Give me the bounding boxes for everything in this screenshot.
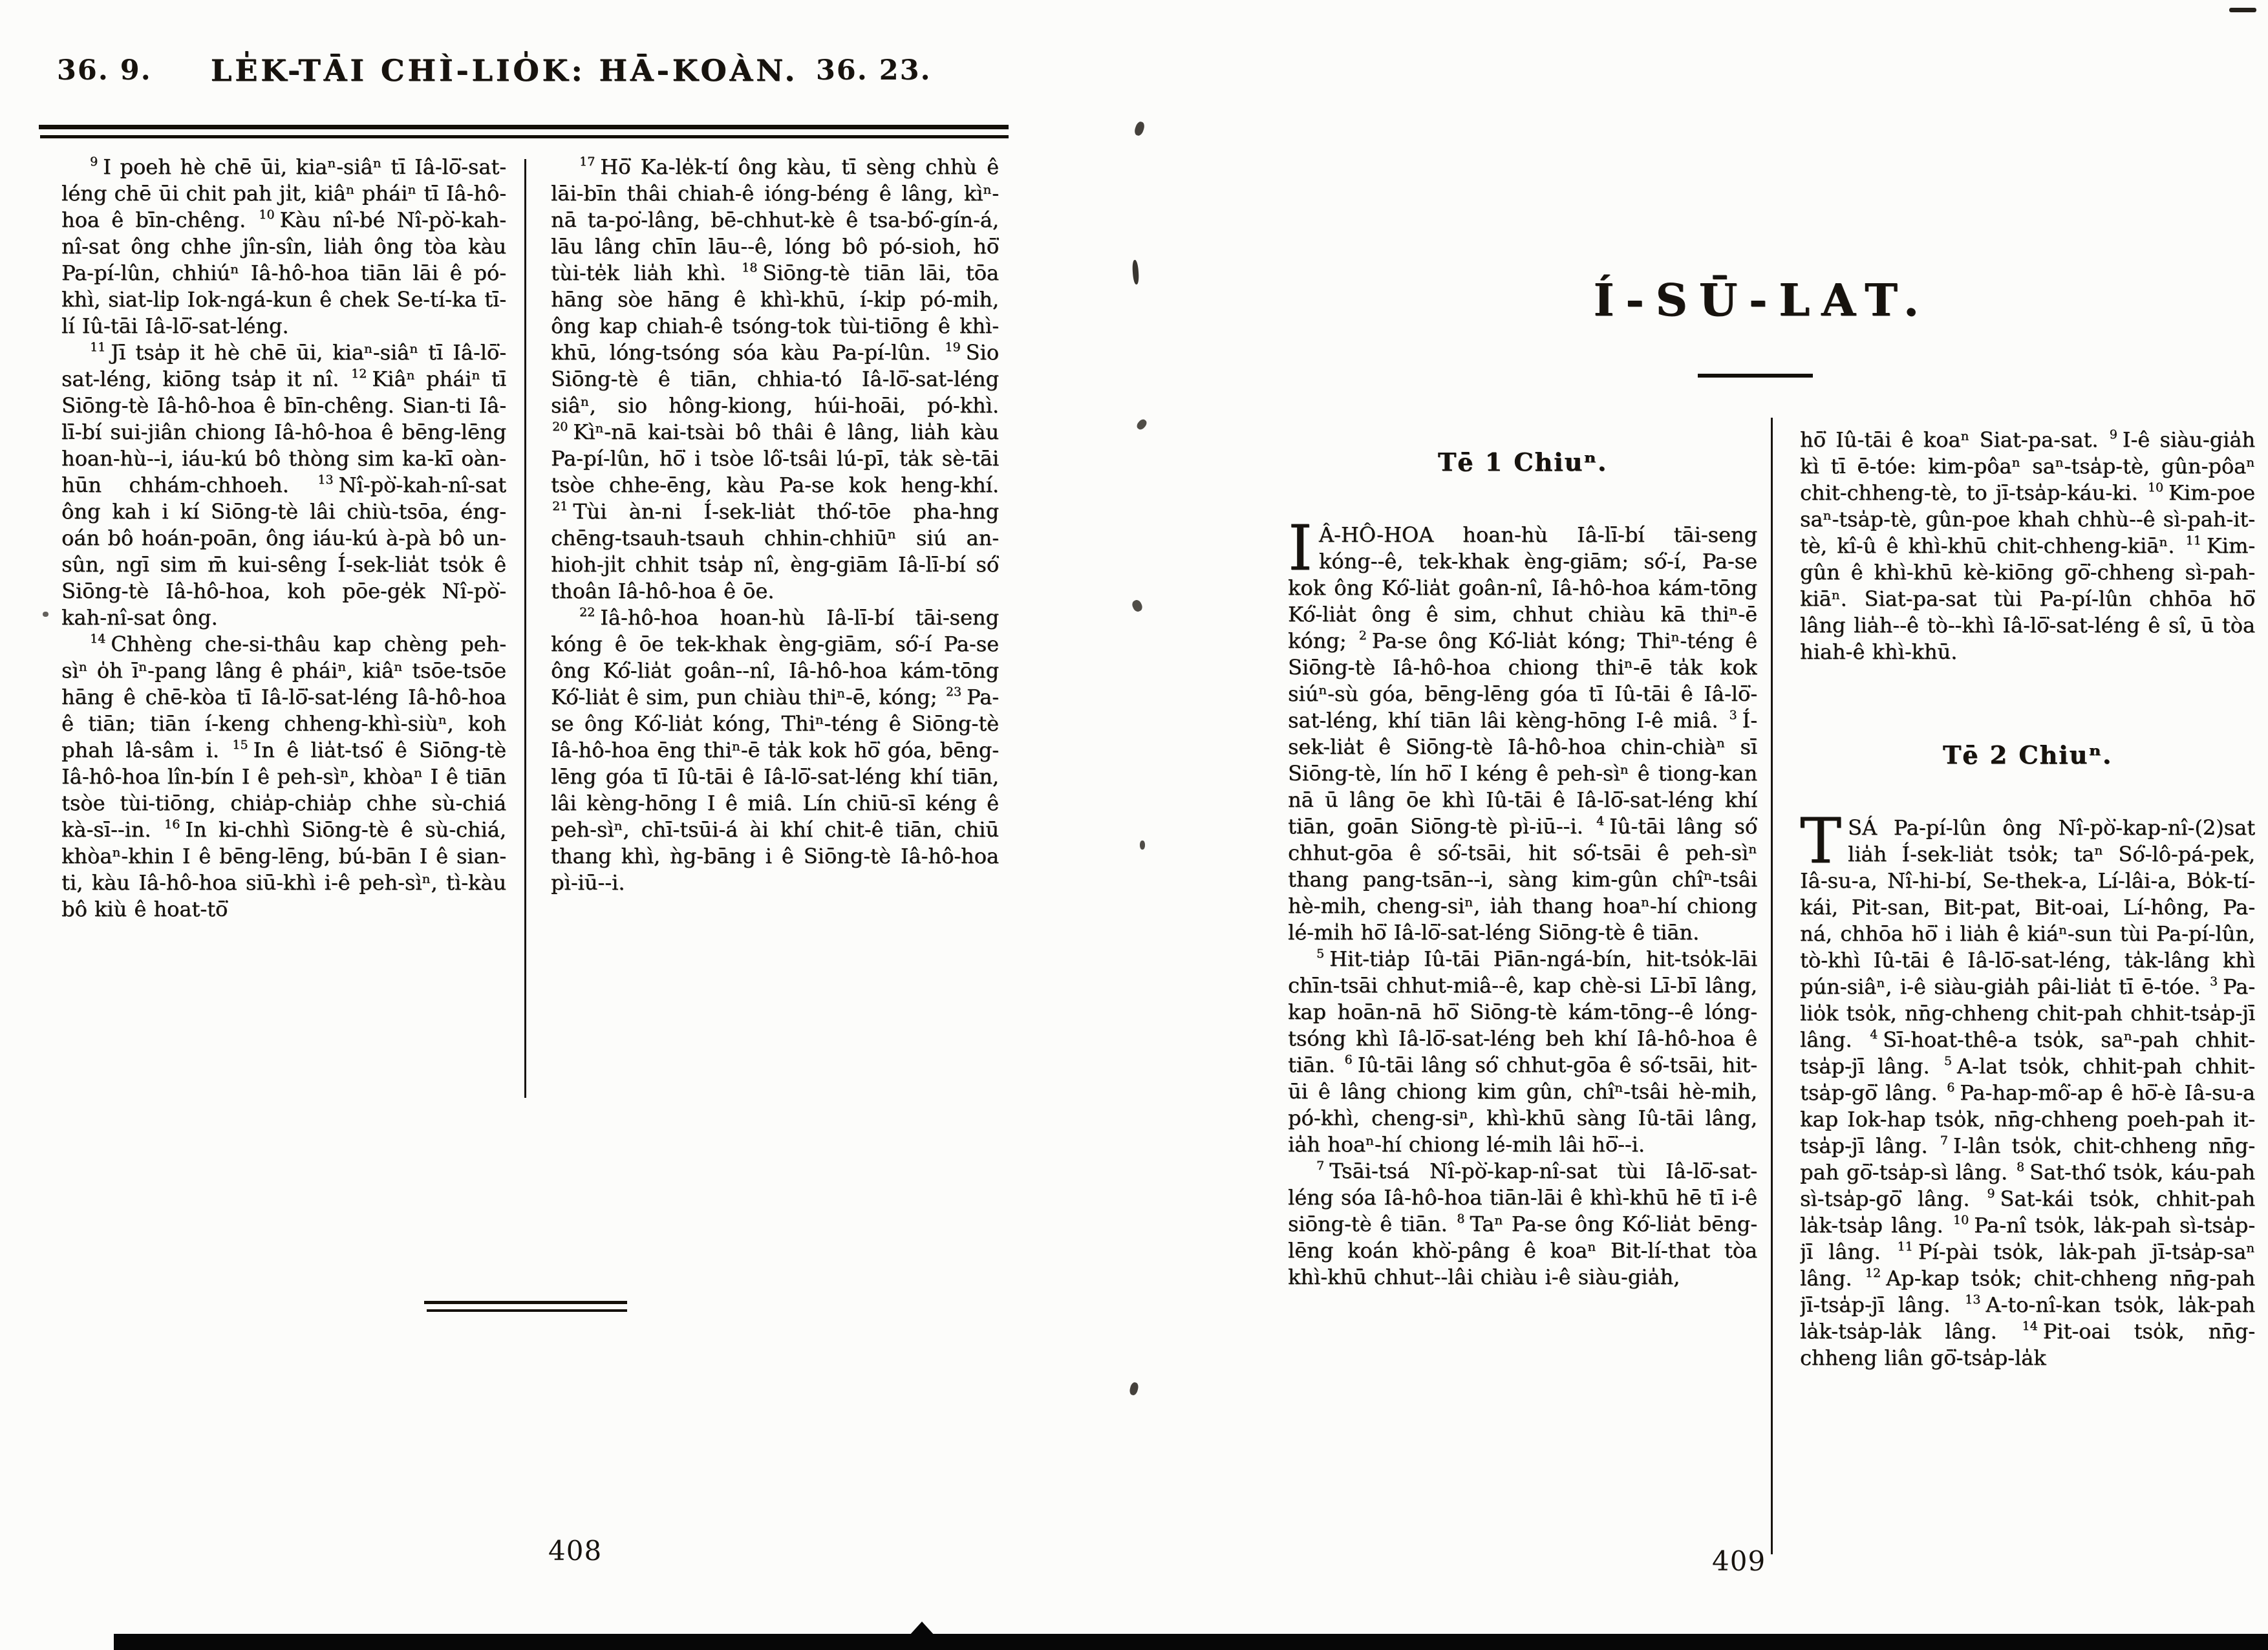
verse-number: 17 [579, 155, 595, 169]
ink-speck [1129, 1382, 1139, 1396]
ink-speck [1140, 841, 1145, 850]
verse-number: 4 [1870, 1027, 1878, 1042]
header-rule [40, 135, 1009, 138]
book-title: Í-SŪ-LAT. [1593, 275, 1931, 327]
column-divider [524, 159, 526, 1098]
verse-number: 11 [1897, 1239, 1913, 1254]
chapter-verse-ref-right: 36. 23. [816, 54, 932, 87]
verse-number: 4 [1596, 814, 1605, 829]
verse-number: 7 [1316, 1159, 1325, 1173]
scan-edge-band [114, 1634, 2268, 1650]
verse-number: 10 [259, 208, 275, 222]
verse-paragraph: hō͘ Iû-tāi ê koaⁿ Siat-pa-sat. $^9$ I-ê siàu-gia̍h kì tī ē-tóe: kim-pôaⁿ saⁿ-tsa̍p-tè, gûn-pôaⁿ chit-chheng-tè, to jī-tsa̍p-káu-ki. $^{10}$ Kim-poe saⁿ-tsa̍p-tè, gûn-poe khah chhù--ê sì-pah-it-tè, kî-û ê khì-khū chit-chheng-kiāⁿ. $^{11}$ Kim-gûn ê khì-khū kè-kiōng gō͘-chheng sì-pah-kiāⁿ. Siat-pa-sat tùi Pa-pí-lûn chhōa hō͘ lâng lia̍h--ê tò--khì Iâ-lō͘-sat-léng ê sî, ū tòa hiah-ê khì-khū. [1800, 427, 2255, 664]
running-title: LE̍K-TĀI CHÌ-LIO̍K: HĀ-KOÀN. [210, 53, 798, 88]
verse-paragraph: $^{14}$ Chhèng che-si-thâu kap chèng peh-sìⁿ o̍h īⁿ-pang lâng ê pháiⁿ, kiâⁿ tsōe-tsōe hāng ê chē-kòa tī Iâ-lō͘-sat-léng Iâ-hô-hoa ê tiān; tiān í-keng chheng-khì-siùⁿ, koh phah lâ-sâm i. $^{15}$ In ê lia̍t-tsó͘ ê Siōng-tè Iâ-hô-hoa lîn-bín I ê peh-sìⁿ, khòaⁿ I ê tiān tsòe tùi-tiōng, chia̍p-chia̍p chhe sù-chiá kà-sī--in. $^{16}$ In ki-chhì Siōng-tè ê sù-chiá, khòaⁿ-khin I ê bēng-lēng, bú-bān I ê sian-ti, kàu Iâ-hô-hoa siū-khì i-ê peh-sìⁿ, tì-kàu bô kiù ê hoat-tō͘ [61, 632, 506, 921]
verse-number: 8 [2016, 1160, 2024, 1175]
verse-number: 2 [1358, 628, 1367, 643]
verse-paragraph: $^7$ Tsāi-tsá Nî-pò͘-kap-nî-sat tùi Iâ-lō͘-sat-léng sóa Iâ-hô-hoa tiān-lāi ê khì-khū hē tī i-ê siōng-tè ê tiān. $^8$ Taⁿ Pa-se ông Kó͘-lia̍t bēng-lēng koán khò͘-pâng ê koaⁿ Bit-lí-that tòa khì-khū chhut--lâi chiàu i-ê siàu-gia̍h, [1288, 1159, 1757, 1289]
chapter-verse-ref-left: 36. 9. [57, 54, 152, 87]
ink-speck [1132, 260, 1140, 285]
page-number-left: 408 [548, 1535, 603, 1567]
verse-number: 8 [1457, 1212, 1465, 1227]
left-page-column-1 [61, 154, 506, 1049]
verse-number: 6 [1344, 1053, 1353, 1067]
scan-edge-bump [909, 1622, 935, 1636]
verse-number: 16 [164, 817, 180, 832]
verse-number: 14 [2022, 1319, 2038, 1334]
verse-number: 21 [552, 499, 568, 514]
ink-speck [1131, 599, 1144, 613]
verse-number: 9 [90, 155, 98, 169]
verse-number: 10 [2147, 480, 2164, 495]
verse-number: 23 [945, 685, 962, 700]
ink-speck [2229, 8, 2256, 12]
verse-number: 9 [2109, 427, 2117, 442]
right-page-column-1 [1288, 446, 1757, 1559]
title-rule [1698, 374, 1813, 378]
verse-paragraph: $^{17}$ Hō͘ Ka-le̍k-tí ông kàu, tī sèng chhù ê lāi-bīn thâi chiah-ê ióng-béng ê lâng, kìⁿ-nā ta-po͘-lâng, bē-chhut-kè ê tsa-bó͘-gín-á, lāu lâng chīn lāu--ê, lóng bô pó-sioh, hō͘ tùi-te̍k lia̍h khì. $^{18}$ Siōng-tè tiān lāi, tōa hāng sòe hāng ê khì-khū, í-ki̍p pó-mi̍h, ông kap chiah-ê tsóng-tok tùi-tiōng ê khì-khū, lóng-tsóng sóa kàu Pa-pí-lûn. $^{19}$ Sio Siōng-tè ê tiān, chhia-tó Iâ-lō͘-sat-léng siâⁿ, sio hông-kiong, húi-hoāi, pó-khì. $^{20}$ Kìⁿ-nā kai-tsài bô thâi ê lâng, lia̍h kàu Pa-pí-lûn, hō͘ i tsòe lô͘-tsâi lú-pī, ta̍k sè-tāi tsòe chhe-ēng, kàu Pa-se kok heng-khí. $^{21}$ Tùi àn-ni Í-sek-lia̍t thó͘-tōe pha-hng chēng-tsauh-tsauh chhin-chhiūⁿ siú an-hioh-ji̍t chhit tsa̍p nî, èng-giām Iâ-lī-bí só͘ thoân Iâ-hô-hoa ê ōe. [551, 155, 999, 603]
ink-speck [43, 612, 48, 617]
verse-number: 13 [317, 473, 334, 488]
verse-number: 22 [579, 605, 595, 620]
verse-number: 12 [351, 367, 367, 381]
ink-speck [1133, 121, 1146, 137]
verse-number: 14 [90, 632, 106, 647]
dropcap-letter: T [1800, 805, 1842, 877]
verse-number: 19 [945, 340, 961, 355]
header-rule [39, 125, 1009, 129]
verse-number: 3 [2209, 974, 2218, 989]
dropcap-letter: I [1288, 512, 1312, 584]
verse-number: 6 [1947, 1080, 1955, 1095]
verse-paragraph: $^5$ Hit-tia̍p Iû-tāi Piān-ngá-bín, hit-tso̍k-lāi chīn-tsāi chhut-miâ--ê, kap chè-si Lī-bī lâng, kap hoān-nā hō͘ Siōng-tè kám-tōng--ê lóng-tsóng khì Iâ-lō͘-sat-léng beh khí Iâ-hô-hoa ê tiān. $^6$ Iû-tāi lâng só͘ chhut-gōa ê só͘-tsāi, hit-ūi ê lâng chiong kim gûn, chîⁿ-tsâi hè-mi̍h, pó-khì, cheng-siⁿ, khì-khū sàng Iû-tāi lâng, ia̍h hoaⁿ-hí chiong lé-mi̍h lâi hō͘--i. [1288, 947, 1757, 1157]
verse-paragraph: I Â-HÔ-HOA hoan-hù Iâ-lī-bí tāi-seng kóng--ê, tek-khak èng-giām; só͘-í, Pa-se kok ông Kó͘-lia̍t goân-nî, Iâ-hô-hoa kám-tōng Kó͘-lia̍t ông ê sim, chhut chiàu kā thiⁿ-ē kóng; $^2$ Pa-se ông Kó͘-lia̍t kóng; Thiⁿ-téng ê Siōng-tè Iâ-hô-hoa chiong thiⁿ-ē ta̍k kok siúⁿ-sù góa, bēng-lēng góa tī Iû-tāi ê Iâ-lō͘-sat-léng, khí tiān lâi kèng-hōng I-ê miâ. $^3$ Í-sek-lia̍t ê Siōng-tè Iâ-hô-hoa chin-chiàⁿ sī Siōng-tè, lín hō͘ I kéng ê peh-sìⁿ ê tiong-kan nā ū lâng ōe khì Iû-tāi ê Iâ-lō͘-sat-léng khí tiān, goān Siōng-tè pì-iū--i. $^4$ Iû-tāi lâng só͘ chhut-gōa ê só͘-tsāi, hit só͘-tsāi ê peh-sìⁿ thang pang-tsān--i, sàng kim-gûn chîⁿ-tsâi hè-mi̍h, cheng-siⁿ, ia̍h thang hoaⁿ-hí chiong lé-mi̍h hō͘ Iâ-lō͘-sat-léng Siōng-tè ê tiān. [1288, 512, 1757, 945]
verse-number: 9 [1987, 1186, 1995, 1201]
verse-paragraph: $^{22}$ Iâ-hô-hoa hoan-hù Iâ-lī-bí tāi-seng kóng ê ōe tek-khak èng-giām, só͘-í Pa-se ông Kó͘-lia̍t goân--nî, Iâ-hô-hoa kám-tōng Kó͘-lia̍t ê sim, pun chiàu thiⁿ-ē, kóng; $^{23}$ Pa-se ông Kó͘-lia̍t kóng, Thiⁿ-téng ê Siōng-tè Iâ-hô-hoa ēng thiⁿ-ē ta̍k kok hō͘ góa, bēng-lēng góa tī Iû-tāi ê Iâ-lō͘-sat-léng khí tiān, lâi kèng-hōng I ê miâ. Lín chiū-sī kéng ê peh-sìⁿ, chī-tsūi-á ài khí chit-ê tiān, chiū thang khì, ǹg-bāng i ê Siōng-tè Iâ-hô-hoa pì-iū--i. [551, 605, 999, 895]
verse-number: 5 [1943, 1054, 1952, 1069]
end-of-book-rule [427, 1309, 627, 1312]
left-page-column-2 [551, 154, 999, 1049]
verse-number: 11 [90, 340, 106, 355]
verse-number: 15 [232, 738, 248, 753]
verse-paragraph: $^{11}$ Jī tsa̍p it hè chē ūi, kiaⁿ-siâⁿ tī Iâ-lō͘-sat-léng, kiōng tsa̍p it nî. $^{12}$ Kiâⁿ pháiⁿ tī Siōng-tè Iâ-hô-hoa ê bīn-chêng. Sian-ti Iâ-lī-bí sui-jiân chiong Iâ-hô-hoa ê bēng-lēng hoan-hù--i, iáu-kú bô thòng sim ka-kī oàn-hūn chhám-chhoeh. $^{13}$ Nî-pò͘-kah-nî-sat ông kah i kí Siōng-tè lâi chiù-tsōa, éng-oán bô hoán-poān, ông iáu-kú à-pà bô un-sûn, ngī sim m̄ kui-sêng Í-sek-lia̍t tso̍k ê Siōng-tè Iâ-hô-hoa, koh pōe-ge̍k Nî-pò͘-kah-nî-sat ông. [61, 340, 506, 630]
verse-paragraph: TSÁ Pa-pí-lûn ông Nî-pò͘-kap-nî-(2)sat lia̍h Í-sek-lia̍t tso̍k; taⁿ Só͘-lô-pá-pek, Iâ-su-a, Nî-hi-bí, Se-thek-a, Lí-lâi-a, Bo̍k-tí-kái, Pit-san, Bit-pat, Bit-oai, Lí-hông, Pa-ná, chhōa hō͘ i lia̍h ê kiáⁿ-sun tùi Pa-pí-lûn, tò-khì Iû-tāi ê Iâ-lō͘-sat-léng, ta̍k-lâng khì pún-siâⁿ, i-ê siàu-gia̍h pâi-lia̍t tī ē-tóe. $^3$ Pa-lio̍k tso̍k, nn̄g-chheng chit-pah chhit-tsa̍p-jī lâng. $^4$ Sī-hoat-thê-a tso̍k, saⁿ-pah chhit-tsa̍p-jī lâng. $^5$ A-lat tso̍k, chhit-pah chhit-tsa̍p-gō͘ lâng. $^6$ Pa-hap-mô͘-ap ê hō͘-è Iâ-su-a kap Iok-hap tso̍k, nn̄g-chheng poeh-pah it-tsa̍p-jī lâng. $^7$ I-lân tso̍k, chit-chheng nn̄g-pah gō͘-tsa̍p-sì lâng. $^8$ Sat-thó͘ tso̍k, káu-pah sì-tsa̍p-gō͘ lâng. $^9$ Sat-kái tso̍k, chhit-pah la̍k-tsa̍p lâng. $^{10}$ Pa-nî tso̍k, la̍k-pah sì-tsa̍p-jī lâng. $^{11}$ Pí-pài tso̍k, la̍k-pah jī-tsa̍p-saⁿ lâng. $^{12}$ Ap-kap tso̍k; chit-chheng nn̄g-pah jī-tsa̍p-jī lâng. $^{13}$ A-to-nî-kan tso̍k, la̍k-pah la̍k-tsa̍p-la̍k lâng. $^{14}$ Pit-oai tso̍k, nn̄g-chheng liân gō͘-tsa̍p-la̍k [1800, 805, 2255, 1370]
verse-number: 13 [1965, 1292, 1981, 1307]
verse-number: 10 [1952, 1213, 1969, 1228]
end-of-book-rule [424, 1301, 627, 1304]
verse-number: 18 [742, 261, 758, 275]
verse-number: 12 [1865, 1266, 1881, 1281]
verse-paragraph: $^9$ I poeh hè chē ūi, kiaⁿ-siâⁿ tī Iâ-lō͘-sat-léng chē ūi chit pah ji̍t, kiâⁿ pháiⁿ tī Iâ-hô-hoa ê bīn-chêng. $^{10}$ Kàu nî-bé Nî-pò͘-kah-nî-sat ông chhe jîn-sîn, lia̍h ông tòa kàu Pa-pí-lûn, chhiúⁿ Iâ-hô-hoa tiān lāi ê pó-khì, siat-li̍p Iok-ngá-kun ê chek Se-tí-ka tī-lí Iû-tāi Iâ-lō͘-sat-léng. [61, 155, 506, 338]
verse-number: 3 [1729, 708, 1737, 723]
chapter-heading: Tē 2 Chiuⁿ. [1942, 740, 2113, 769]
chapter-heading: Tē 1 Chiuⁿ. [1437, 447, 1608, 477]
verse-number: 5 [1316, 947, 1325, 961]
column-divider [1771, 418, 1773, 1554]
right-page-column-2 [1800, 427, 2255, 1563]
page-number-right: 409 [1712, 1545, 1766, 1577]
verse-number: 20 [552, 420, 568, 434]
verse-number: 11 [2185, 533, 2201, 548]
ink-speck [1135, 418, 1148, 431]
verse-number: 7 [1940, 1133, 1948, 1148]
